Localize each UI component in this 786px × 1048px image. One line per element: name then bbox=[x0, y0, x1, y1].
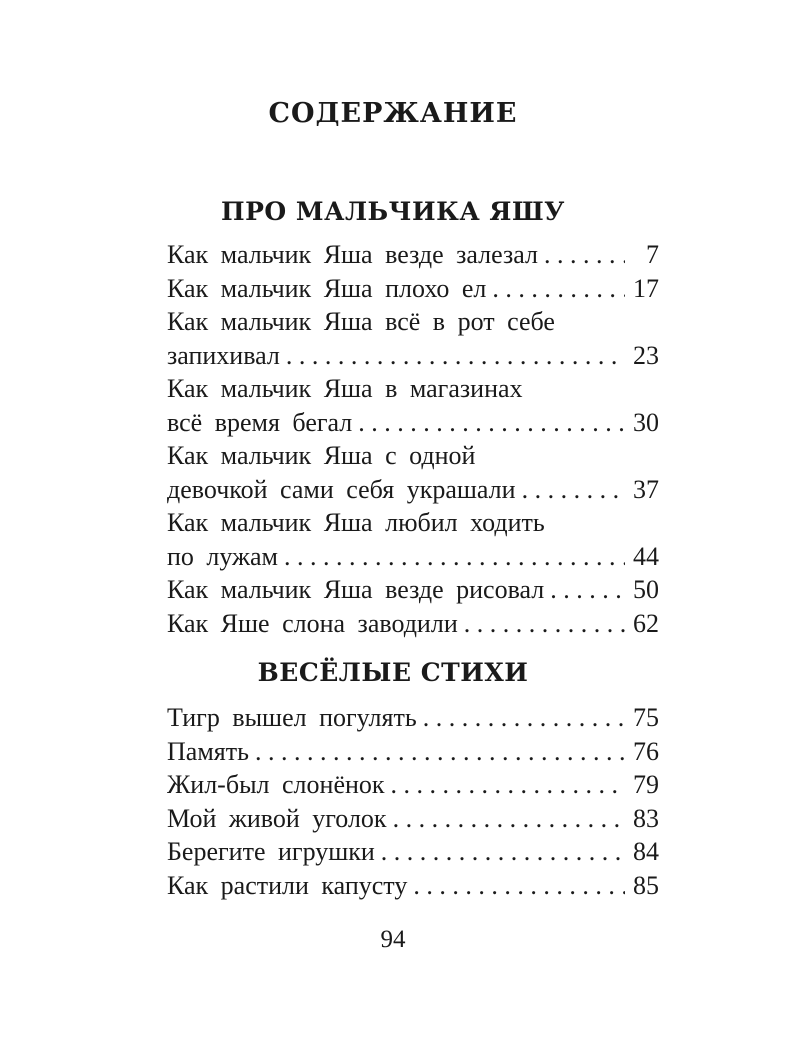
toc-entry bbox=[167, 701, 659, 735]
toc-entry bbox=[167, 802, 659, 836]
toc-entry-title-line: Как растили капусту bbox=[167, 870, 408, 900]
toc-list-yasha bbox=[167, 238, 659, 640]
toc-entry-row bbox=[167, 540, 659, 574]
dot-leader bbox=[358, 406, 625, 440]
toc-entry-title-line: Как мальчик Яша всё в рот себе bbox=[167, 307, 555, 336]
dot-leader bbox=[255, 735, 625, 769]
toc-entry bbox=[167, 735, 659, 769]
toc-entry bbox=[167, 835, 659, 869]
toc-entry-page-number: 44 bbox=[633, 541, 659, 571]
dot-leader bbox=[381, 835, 625, 869]
toc-entry-title-line: Тигр вышел погулять bbox=[167, 703, 417, 732]
toc-entry-page-number: 76 bbox=[633, 736, 659, 766]
toc-entry-page-number: 23 bbox=[633, 340, 659, 370]
toc-entry-page-number: 7 bbox=[646, 240, 659, 269]
toc-entry-page-number: 75 bbox=[633, 703, 659, 732]
toc-entry-page-number: 50 bbox=[633, 575, 659, 604]
toc-entry-page-number: 85 bbox=[633, 870, 659, 900]
toc-entry bbox=[167, 238, 659, 272]
toc-entry-page-number: 62 bbox=[633, 608, 659, 638]
toc-entry-title-line: девочкой сами себя украшали bbox=[167, 474, 516, 504]
toc-entry bbox=[167, 768, 659, 802]
dot-leader bbox=[393, 802, 625, 836]
toc-entry-title-line: Как мальчик Яша любил ходить bbox=[167, 508, 545, 537]
toc-entry bbox=[167, 372, 659, 439]
toc-entry-row bbox=[167, 735, 659, 769]
toc-entry-page-number: 83 bbox=[633, 803, 659, 833]
toc-entry-row bbox=[167, 802, 659, 836]
toc-entry bbox=[167, 272, 659, 306]
toc-entry-title-line: Как мальчик Яша везде залезал bbox=[167, 240, 539, 269]
dot-leader bbox=[423, 701, 625, 735]
toc-entry-title-line: Жил-был слонёнок bbox=[167, 770, 385, 799]
toc-entry-row bbox=[167, 238, 659, 272]
toc-list-poems bbox=[167, 701, 659, 902]
toc-entry-title-line: всё время бегал bbox=[167, 407, 353, 437]
dot-leader bbox=[286, 339, 625, 373]
toc-entry-page-number: 79 bbox=[633, 770, 659, 799]
dot-leader bbox=[544, 238, 625, 272]
toc-entry-row bbox=[167, 406, 659, 440]
page-number: 94 bbox=[380, 926, 406, 953]
toc-entry-title-line: Как мальчик Яша в магазинах bbox=[167, 374, 523, 403]
toc-entry bbox=[167, 305, 659, 372]
toc-entry bbox=[167, 607, 659, 641]
toc-entry-title-line: Как Яше слона заводили bbox=[167, 608, 458, 638]
section-title-yasha: ПРО МАЛЬЧИКА ЯШУ bbox=[221, 197, 565, 226]
toc-entry-row bbox=[167, 607, 659, 641]
toc-entry-row bbox=[167, 573, 659, 607]
toc-entry bbox=[167, 506, 659, 573]
dot-leader bbox=[550, 573, 625, 607]
toc-entry-row bbox=[167, 835, 659, 869]
toc-entry-row bbox=[167, 339, 659, 373]
dot-leader bbox=[284, 540, 625, 574]
dot-leader bbox=[391, 768, 625, 802]
section-title-poems: ВЕСЁЛЫЕ СТИХИ bbox=[257, 658, 529, 687]
dot-leader bbox=[464, 607, 625, 641]
toc-entry-title-line: Берегите игрушки bbox=[167, 837, 375, 866]
toc-entry-title-line: Как мальчик Яша плохо ел bbox=[167, 273, 487, 303]
toc-entry-row bbox=[167, 869, 659, 903]
toc-entry bbox=[167, 869, 659, 903]
dot-leader bbox=[413, 869, 625, 903]
toc-entry-page-number: 84 bbox=[633, 837, 659, 866]
toc-entry-row bbox=[167, 701, 659, 735]
toc-entry-title-line: запихивал bbox=[167, 340, 280, 370]
toc-entry-page-number: 30 bbox=[633, 407, 659, 437]
dot-leader bbox=[522, 473, 625, 507]
toc-entry-title-line: Мой живой уголок bbox=[167, 803, 387, 833]
toc-entry-page-number: 37 bbox=[633, 474, 659, 504]
toc-entry-row bbox=[167, 768, 659, 802]
toc-entry-title-line: Как мальчик Яша с одной bbox=[167, 441, 476, 470]
toc-entry-row bbox=[167, 272, 659, 306]
toc-entry-page-number: 17 bbox=[633, 273, 659, 303]
toc-entry bbox=[167, 439, 659, 506]
page-title: СОДЕРЖАНИЕ bbox=[268, 98, 518, 129]
toc-entry-title-line: Как мальчик Яша везде рисовал bbox=[167, 575, 545, 604]
toc-entry-title-line: Память bbox=[167, 736, 249, 766]
toc-entry bbox=[167, 573, 659, 607]
toc-entry-title-line: по лужам bbox=[167, 541, 279, 571]
dot-leader bbox=[492, 272, 625, 306]
toc-entry-row bbox=[167, 473, 659, 507]
